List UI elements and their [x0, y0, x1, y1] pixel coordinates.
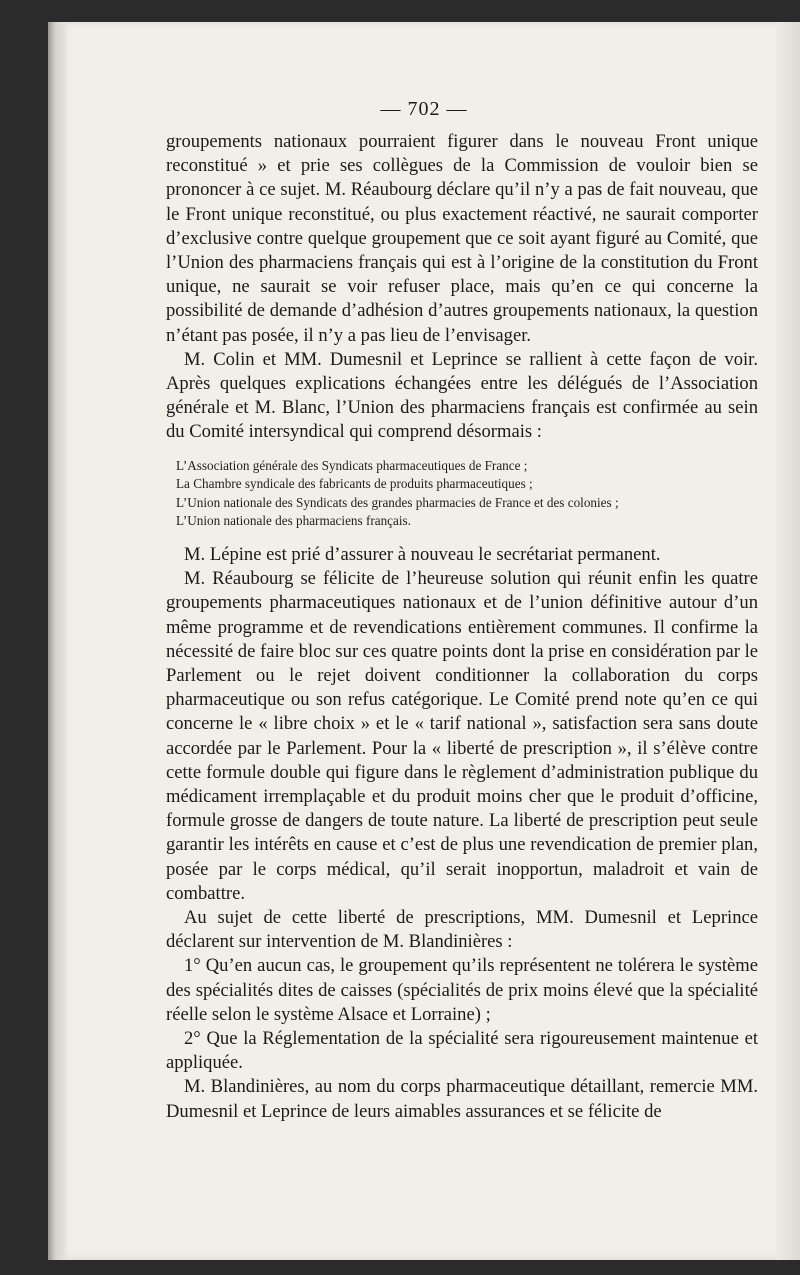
member-list — [166, 457, 758, 531]
paragraph: M. Blandinières, au nom du corps pharmaceutique détaillant, remercie MM. Dumesnil et Leprince de leurs aimables assurances et se félicite de — [166, 1076, 758, 1122]
body-text — [166, 130, 758, 1124]
paragraph: M. Lépine est prié d’assurer à nouveau le secrétariat permanent. — [184, 544, 661, 566]
paragraph: groupements nationaux pourraient figurer dans le nouveau Front unique reconstitué » et prie ses collègues de la Commission de vouloir bien se prononcer à ce sujet. M. Réaubourg déclare qu’il n’y a pas de fait nouveau, que le Front unique reconstitué, ou plus exactement réactivé, ne saurait comporter d’exclusive contre quelque groupement que ce soit ayant figuré au Comité, que l’Union des pharmaciens français qui est à l’origine de la constitution du Front unique, ne saurait se voir refuser place, mais qu’en ce qui concerne la possibilité de demande d’adhésion d’autres groupements nationaux, la question n’étant pas posée, il n’y a pas lieu de l’envisager. — [166, 131, 758, 346]
list-item: L’Union nationale des pharmaciens français. — [176, 513, 411, 529]
book-page — [48, 22, 800, 1260]
paragraph: Au sujet de cette liberté de prescriptions, MM. Dumesnil et Leprince déclarent sur intervention de M. Blandinières : — [166, 907, 758, 953]
paragraph: 2° Que la Réglementation de la spécialité sera rigoureusement maintenue et appliquée. — [166, 1028, 758, 1074]
page-number: — 702 — — [380, 98, 468, 120]
page-binding-edge — [48, 22, 66, 1260]
paragraph: 1° Qu’en aucun cas, le groupement qu’ils représentent ne tolérera le système des spécialités dites de caisses (spécialités de prix moins élevé que la spécialité réelle selon le système Alsace et Lorraine) ; — [166, 955, 758, 1025]
page-right-edge — [776, 22, 800, 1260]
list-item: L’Union nationale des Syndicats des grandes pharmacies de France et des colonies ; — [176, 494, 619, 510]
paragraph: M. Colin et MM. Dumesnil et Leprince se rallient à cette façon de voir. Après quelques explications échangées entre les délégués de l’Association générale et M. Blanc, l’Union des pharmaciens français est confirmée au sein du Comité intersyndical qui comprend désormais : — [166, 348, 758, 443]
list-item: L’Association générale des Syndicats pharmaceutiques de France ; — [176, 457, 528, 473]
list-item: La Chambre syndicale des fabricants de produits pharmaceutiques ; — [176, 476, 533, 492]
paragraph: M. Réaubourg se félicite de l’heureuse solution qui réunit enfin les quatre groupements pharmaceutiques nationaux et de l’union définitive autour d’un même programme et de revendications entièrement communes. Il confirme la nécessité de faire bloc sur ces quatre points dont la prise en considération par le Parlement ou le rejet doivent conditionner la collaboration du corps pharmaceutique ou son refus catégorique. Le Comité prend note qu’en ce qui concerne le « libre choix » et le « tarif national », satisfaction sera sans doute accordée par le Parlement. Pour la « liberté de prescription », il s’élève contre cette formule double qui figure dans le règlement d’administration publique du médicament irremplaçable et du produit moins cher que le produit d’officine, formule grosse de dangers de toute nature. La liberté de prescription peut seule garantir les intérêts en cause et c’est de plus une revendication de premier plan, posée par le corps médical, qu’il serait inopportun, maladroit et vain de combattre. — [166, 568, 758, 904]
